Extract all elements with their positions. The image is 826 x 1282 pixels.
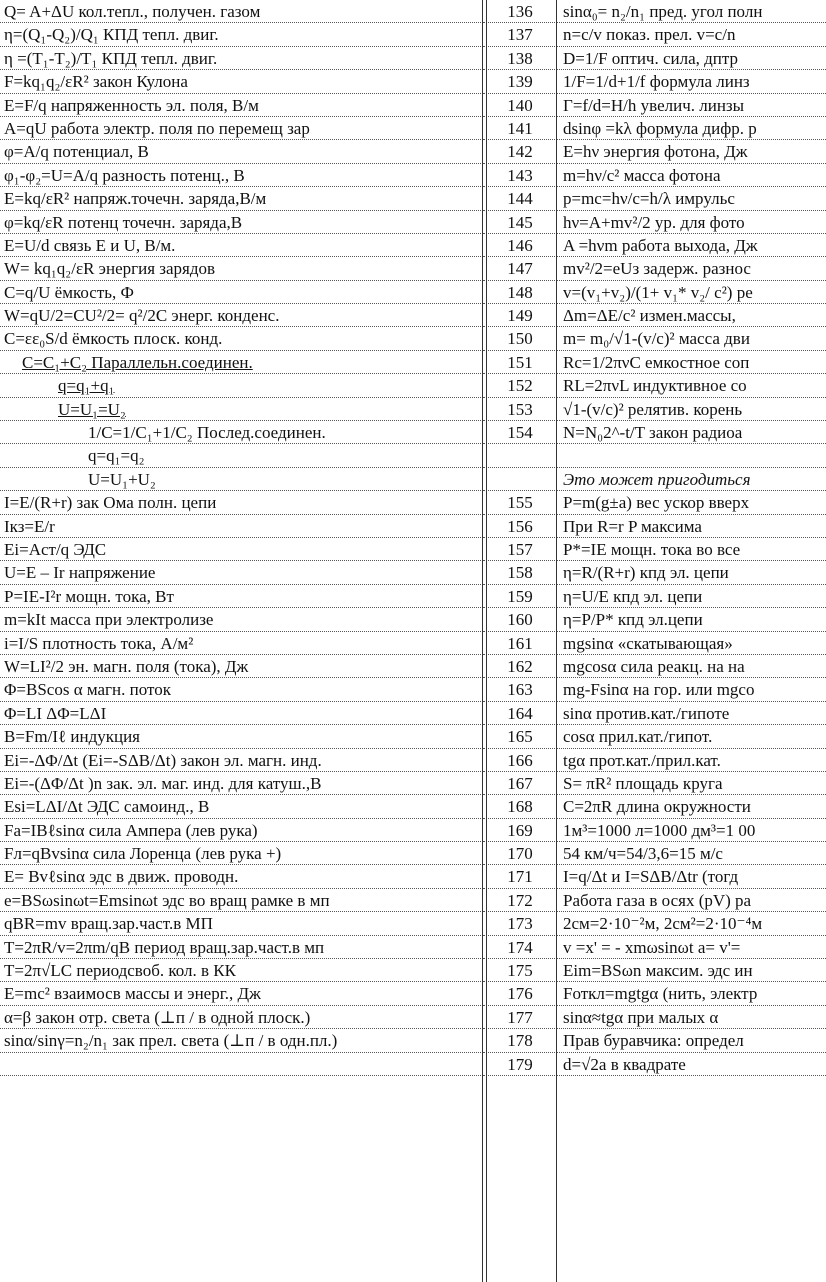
numbers-row: 172 (483, 889, 557, 912)
right-row: При R=r P максима (557, 515, 826, 538)
right-row: mgcosα сила реакц. на на (557, 655, 826, 678)
right-row: tgα прот.кат./прил.кат. (557, 749, 826, 772)
numbers-row: 171 (483, 865, 557, 888)
numbers-row: 138 (483, 47, 557, 70)
numbers-row: 150 (483, 327, 557, 350)
number-column (483, 0, 557, 1076)
right-row: hν=A+mv²/2 ур. для фото (557, 211, 826, 234)
left-row: P=IE-I²r мощн. тока, Вт (0, 585, 483, 608)
numbers-row: 178 (483, 1029, 557, 1052)
numbers-row: 155 (483, 491, 557, 514)
numbers-row: 158 (483, 561, 557, 584)
left-row: F=kq₁q₂/εR² закон Кулона (0, 70, 483, 93)
right-row: D=1/F оптич. сила, дптр (557, 47, 826, 70)
left-row: U=U₁+U₂ (0, 468, 483, 491)
left-row: Iкз=E/r (0, 515, 483, 538)
left-row: Ei=-ΔΦ/Δt (Ei=-SΔB/Δt) закон эл. магн. инд. (0, 749, 483, 772)
numbers-row: 159 (483, 585, 557, 608)
right-row: d=√2a в квадрате (557, 1053, 826, 1076)
right-row: Δm=ΔE/c² измен.массы, (557, 304, 826, 327)
left-row: i=I/S плотность тока, А/м² (0, 632, 483, 655)
left-row: φ=A/q потенциал, В (0, 140, 483, 163)
right-row: m=hν/c² масса фотона (557, 164, 826, 187)
numbers-row: 160 (483, 608, 557, 631)
left-row: A=qU работа электр. поля по перемещ зар (0, 117, 483, 140)
left-row: U=E – Ir напряжение (0, 561, 483, 584)
right-row: m= m₀/√1-(v/c)² масса дви (557, 327, 826, 350)
right-row: sinα₀= n₂/n₁ пред. угол полн (557, 0, 826, 23)
numbers-row: 141 (483, 117, 557, 140)
numbers-row: 154 (483, 421, 557, 444)
left-row: Q= A+ΔU кол.тепл., получен. газом (0, 0, 483, 23)
left-row: Fa=IBℓsinα сила Ампера (лев рука) (0, 819, 483, 842)
right-row: √1-(v/c)² релятив. корень (557, 398, 826, 421)
left-row: W=LI²/2 эн. магн. поля (тока), Дж (0, 655, 483, 678)
numbers-row: 149 (483, 304, 557, 327)
left-row: φ₁-φ₂=U=A/q разность потенц., В (0, 164, 483, 187)
numbers-row: 140 (483, 94, 557, 117)
left-row: φ=kq/εR потенц точечн. заряда,В (0, 211, 483, 234)
left-row: W=qU/2=CU²/2= q²/2C энерг. конденс. (0, 304, 483, 327)
right-row: Eim=BSωn максим. эдс ин (557, 959, 826, 982)
left-row: 1/C=1/C₁+1/C₂ Послед.соединен. (0, 421, 483, 444)
column-divider (556, 0, 557, 1282)
left-row: E=mc² взаимосв массы и энерг., Дж (0, 982, 483, 1005)
numbers-row: 142 (483, 140, 557, 163)
left-column (0, 0, 483, 1076)
numbers-row: 139 (483, 70, 557, 93)
column-divider (482, 0, 487, 1282)
numbers-row: 168 (483, 795, 557, 818)
right-row: N=N₀2^-t/T закон радиоа (557, 421, 826, 444)
numbers-row: 156 (483, 515, 557, 538)
left-row: e=BSωsinωt=Emsinωt эдс во вращ рамке в мп (0, 889, 483, 912)
right-row: 1/F=1/d+1/f формула линз (557, 70, 826, 93)
numbers-row: 177 (483, 1006, 557, 1029)
left-row: C=εε₀S/d ёмкость плоск. конд. (0, 327, 483, 350)
right-row: 54 км/ч=54/3,6=15 м/с (557, 842, 826, 865)
numbers-row: 147 (483, 257, 557, 280)
right-row (557, 444, 826, 467)
numbers-row: 165 (483, 725, 557, 748)
right-row: mgsinα «скатывающая» (557, 632, 826, 655)
numbers-row: 174 (483, 936, 557, 959)
numbers-row: 143 (483, 164, 557, 187)
left-row: T=2π√LC периодсвоб. кол. в КК (0, 959, 483, 982)
numbers-row: 176 (483, 982, 557, 1005)
left-row: η =(T₁-T₂)/T₁ КПД тепл. двиг. (0, 47, 483, 70)
right-row: Это может пригодиться (557, 468, 826, 491)
left-row: U=U₁=U₂ (0, 398, 483, 421)
right-row: Rc=1/2πνC емкостное соп (557, 351, 826, 374)
numbers-row (483, 444, 557, 467)
left-row (0, 1053, 483, 1076)
numbers-row: 164 (483, 702, 557, 725)
numbers-row: 162 (483, 655, 557, 678)
right-row: RL=2πνL индуктивное со (557, 374, 826, 397)
right-row: E=hν энергия фотона, Дж (557, 140, 826, 163)
numbers-row: 170 (483, 842, 557, 865)
right-row: I=q/Δt и I=SΔB/Δtr (тогд (557, 865, 826, 888)
left-row: I=E/(R+r) зак Ома полн. цепи (0, 491, 483, 514)
numbers-row: 163 (483, 678, 557, 701)
left-row: q=q₁=q₂ (0, 444, 483, 467)
left-row: Φ=BScos α магн. поток (0, 678, 483, 701)
numbers-row (483, 468, 557, 491)
right-row: v =x' = - xmωsinωt a= v'= (557, 936, 826, 959)
left-row: Φ=LI ΔΦ=LΔI (0, 702, 483, 725)
right-row: mv²/2=eUз задерж. разнос (557, 257, 826, 280)
right-row: 2см=2·10⁻²м, 2см²=2·10⁻⁴м (557, 912, 826, 935)
right-row: cosα прил.кат./гипот. (557, 725, 826, 748)
left-row: E=kq/εR² напряж.точечн. заряда,В/м (0, 187, 483, 210)
right-row: η=R/(R+r) кпд эл. цепи (557, 561, 826, 584)
numbers-row: 148 (483, 281, 557, 304)
numbers-row: 145 (483, 211, 557, 234)
numbers-row: 179 (483, 1053, 557, 1076)
left-row: W= kq₁q₂/εR энергия зарядов (0, 257, 483, 280)
numbers-row: 167 (483, 772, 557, 795)
right-row: A =hνm работа выхода, Дж (557, 234, 826, 257)
numbers-row: 169 (483, 819, 557, 842)
right-row: n=c/v показ. прел. v=c/n (557, 23, 826, 46)
left-row: C=q/U ёмкость, Ф (0, 281, 483, 304)
right-row: C=2πR длина окружности (557, 795, 826, 818)
left-row: Fл=qBvsinα сила Лоренца (лев рука +) (0, 842, 483, 865)
right-row: S= πR² площадь круга (557, 772, 826, 795)
left-row: Ei=Aст/q ЭДС (0, 538, 483, 561)
numbers-row: 136 (483, 0, 557, 23)
left-row: sinα/sinγ=n₂/n₁ зак прел. света (⊥п / в одн.пл.) (0, 1029, 483, 1052)
right-row: Fоткл=mgtgα (нить, электр (557, 982, 826, 1005)
right-row: p=mc=hν/c=h/λ имрульс (557, 187, 826, 210)
numbers-row: 151 (483, 351, 557, 374)
right-row: v=(v₁+v₂)/(1+ v₁* v₂/ c²) ре (557, 281, 826, 304)
right-row: η=U/E кпд эл. цепи (557, 585, 826, 608)
left-row: Ei=-(ΔΦ/Δt )n зак. эл. маг. инд. для катуш.,В (0, 772, 483, 795)
left-row: α=β закон отр. света (⊥п / в одной плоск.) (0, 1006, 483, 1029)
numbers-row: 153 (483, 398, 557, 421)
numbers-row: 144 (483, 187, 557, 210)
left-row: C=C₁+C₂ Параллельн.соединен. (0, 351, 483, 374)
numbers-row: 175 (483, 959, 557, 982)
right-row: mg-Fsinα на гор. или mgco (557, 678, 826, 701)
left-row: B=Fm/Iℓ индукция (0, 725, 483, 748)
left-row: T=2πR/v=2πm/qB период вращ.зар.част.в мп (0, 936, 483, 959)
right-row: Прав буравчика: определ (557, 1029, 826, 1052)
left-row: η=(Q₁-Q₂)/Q₁ КПД тепл. двиг. (0, 23, 483, 46)
numbers-row: 157 (483, 538, 557, 561)
right-row: dsinφ =kλ формула дифр. р (557, 117, 826, 140)
numbers-row: 146 (483, 234, 557, 257)
right-row: sinα против.кат./гипоте (557, 702, 826, 725)
right-column (557, 0, 826, 1076)
right-row: sinα≈tgα при малых α (557, 1006, 826, 1029)
left-row: q=q₁+q₁ (0, 374, 483, 397)
left-row: E=F/q напряженность эл. поля, В/м (0, 94, 483, 117)
right-row: P=m(g±a) вес ускор вверх (557, 491, 826, 514)
numbers-row: 161 (483, 632, 557, 655)
left-row: E= Bvℓsinα эдс в движ. проводн. (0, 865, 483, 888)
right-row: Работа газа в осях (pV) ра (557, 889, 826, 912)
left-row: m=kIt масса при электролизе (0, 608, 483, 631)
right-row: η=P/P* кпд эл.цепи (557, 608, 826, 631)
numbers-row: 173 (483, 912, 557, 935)
numbers-row: 137 (483, 23, 557, 46)
left-row: qBR=mv вращ.зар.част.в МП (0, 912, 483, 935)
left-row: E=U/d связь E и U, В/м. (0, 234, 483, 257)
numbers-row: 152 (483, 374, 557, 397)
right-row: P*=IE мощн. тока во все (557, 538, 826, 561)
right-row: 1м³=1000 л=1000 дм³=1 00 (557, 819, 826, 842)
left-row: Esi=LΔI/Δt ЭДС самоинд., В (0, 795, 483, 818)
right-row: Г=f/d=H/h увелич. линзы (557, 94, 826, 117)
numbers-row: 166 (483, 749, 557, 772)
